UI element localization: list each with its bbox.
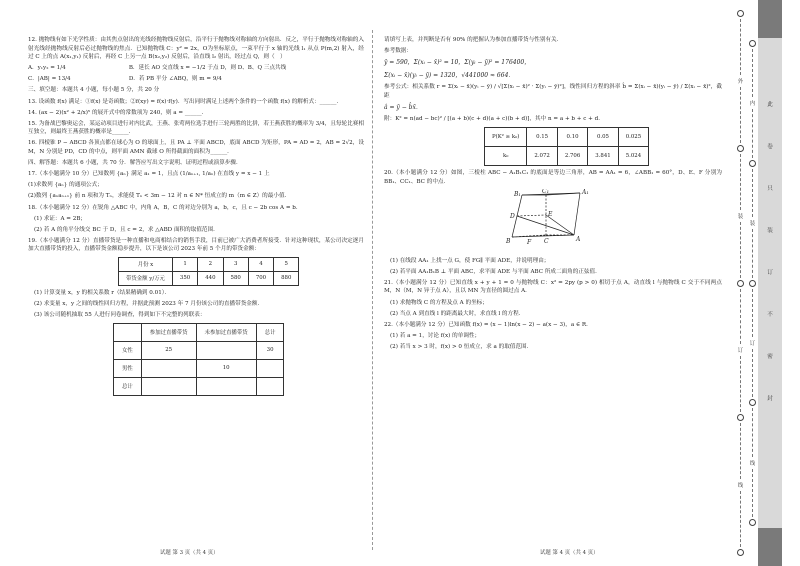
prism-figure [502,189,602,253]
question-22-part-2: (2) 若当 x > 3 时，f(x) > 0 恒成立，求 a 的取值范围． [390,343,533,350]
table-row [485,146,649,165]
seal-char: 密 [767,354,773,360]
label-b1: B₁ [514,190,521,198]
table-cell: 700 [248,271,273,285]
outer-binding-line [737,10,744,556]
question-17-part-2: (2)数列 {aₙaₙ₊₁} 前 n 项和为 Tₙ，求能使 Tₙ < 3m − 12 对 n ∈ N* 恒成立的 m（m ∈ Z）的最小值． [28,193,291,200]
seal-char: 卷 [767,144,773,150]
reference-data-line-1: ȳ = 590，Σ(xᵢ − x̄)² = 10，Σ(yᵢ − ȳ)² = 176400， [384,59,531,67]
label-a1: A₁ [582,188,589,196]
question-18: 18.（本小题满分 12 分）在锐角 △ABC 中，内角 A，B，C 的对边分别为 a，b，c，且 c − 2b cos A = b． [28,204,302,211]
reference-data-line-2: Σ(xᵢ − x̄)(yᵢ − ȳ) = 1320，√441000 ≈ 664． [384,71,515,79]
table-cell [196,377,256,395]
seal-char: 只 [767,186,773,192]
table-cell: P(K² ≥ k₀) [485,127,527,146]
binding-hole-icon [749,280,756,287]
dash-line [740,289,741,345]
option-c: C．|AB| = 13/4 [28,76,71,83]
dash-line [740,356,741,412]
dash-line [752,289,753,337]
inner-binding-line [749,40,756,526]
outer-char: 订 [737,348,744,355]
table-cell: 2.072 [527,146,557,165]
label-f: F [527,238,532,246]
table-cell: 3.841 [588,146,618,165]
table-cell: 0.05 [588,127,618,146]
dash-line [752,349,753,397]
question-19-continued: 请填写上表，并判断是否有 90% 的把握认为参加直播带货与性别有关． [384,37,563,43]
dash-line [740,87,741,143]
question-12-options-ab [28,64,364,73]
question-21-part-1: (1) 求抛物线 C 的方程及点 A 的坐标； [390,299,488,306]
option-d: D．若 PB 平分 ∠ABQ，则 m = 9/4 [128,76,222,83]
table-row [114,323,284,341]
table-cell [114,323,142,341]
question-12-options-cd [28,75,364,84]
label-c: C [544,237,549,245]
question-17-part-1: (1)求数列 {aₙ} 的通项公式； [28,182,103,189]
question-17: 17.（本小题满分 10 分）已知数列 {aₙ} 满足 a₁ = 1，且点 (1/aₙ₊₁, 1/aₙ) 在直线 y = x − 1 上 [28,171,270,178]
binding-hole-icon [749,160,756,167]
table-cell: 30 [256,341,284,359]
table-cell: 1 [172,257,197,271]
table-cell: 350 [172,271,197,285]
table-row [114,341,284,359]
question-19-part-1: (1) 计算变量 x，y 的相关系数 r（结果精确到 0.01）． [34,289,171,296]
label-d: D [510,212,515,220]
table-cell: 880 [274,271,299,285]
seal-char: 封 [767,396,773,402]
option-a: A．y₁y₂ = 1/4 [28,65,66,72]
dash-line [752,109,753,157]
outer-char: 装 [737,213,744,220]
table-cell: 参加过直播带货 [141,323,196,341]
table-cell: 男性 [114,359,142,377]
question-14: 14. (ax − 2)(x² + 2/x)⁵ 的展开式中的常数项为 240，则 a = ______． [28,109,208,116]
seal-char: 此 [767,102,773,108]
right-page [376,0,726,566]
table-cell [256,377,284,395]
question-19: 19.（本小题满分 12 分）直播带货是一种直播和电商相结合的销售手段，目前已被广大消费者所接受．针对这种现状，某公司决定逐月加大直播带货的投入，直播带货金额稳步提升，以下是该公司 2023 年前 5 个月的带货金额： [28,237,364,253]
question-20: 20.（本小题满分 12 分）如图，三棱柱 ABC − A₁B₁C₁ 的底面是等边三角形，AB = AA₁ = 6，∠ABB₁ = 60°，D、E、F 分别为 BB₁、CC₁、BC 的中点． [384,169,722,185]
question-20-part-1: (1) 在线段 AA₁ 上找一点 G，使 FG∥ 平面 ADE，并说明理由； [390,257,550,264]
question-15: 15. 为备战巴黎奥运会，某运动项目进行对内比武，王燕、张莺两位选手进行三轮两胜的比拼，若王燕获胜的概率为 3/4，且每轮比赛相互独立，则最终王燕获胜的概率是______． [28,120,364,136]
table-cell: 总计 [256,323,284,341]
question-19-part-2: (2) 求变量 x，y 之间的线性回归方程，并据此预测 2023 年 7 月份该公司的直播带货金额． [34,301,264,308]
binding-hole-icon [737,549,744,556]
table-cell [141,359,196,377]
table-cell: 女性 [114,341,142,359]
table-row [119,271,299,285]
dash-line [740,222,741,278]
binding-hole-icon [737,280,744,287]
question-16: 16. 四棱锥 P − ABCD 各顶点都在球心为 O 的球面上，且 PA ⊥ 平面 ABCD，底面 ABCD 为矩形，PA = AD = 2，AB = 2√2，设 M，N 分别是 PD，CD 的中点，则平面 AMN 截球 O 所得截面的面积为______． [28,140,364,156]
binding-hole-icon [737,145,744,152]
seal-char: 不 [767,312,773,318]
table-cell: 总计 [114,377,142,395]
dash-line [752,408,753,456]
question-18-part-1: (1) 求证：A = 2B； [34,215,87,222]
outer-char: 外 [737,78,744,85]
table-cell: 10 [196,359,256,377]
table-cell: 0.10 [557,127,587,146]
table-cell: 5 [274,257,299,271]
question-18-part-2: (2) 若 A 的角平分线交 BC 于 D，且 c = 2，求 △ABD 面积的取值范围． [34,226,219,233]
table-cell: 带货金额 y/万元 [119,271,173,285]
dash-line [752,229,753,277]
reference-intercept: â = ȳ − b̂x̄． [384,103,422,111]
table-cell [256,359,284,377]
table-row [114,377,284,395]
dash-line [740,19,741,75]
binding-hole-icon [737,10,744,17]
dash-line [740,491,741,547]
dash-line [752,469,753,517]
page-footer-right: 试题 第 4 页（共 4 页） [540,550,599,556]
question-21: 21.（本小题满分 12 分）已知直线 x + y + 1 = 0 与抛物线 C：x² = 2py (p > 0) 相切于点 A，动直线 l 与抛物线 C 交于不同两点 M，N（M，N 异于点 A），且以 MN 为直径的圆过点 A． [384,279,722,295]
question-19-part-3: (3) 该公司随机抽取 55 人进行问卷调查，得到如下不完整的列联表： [34,312,206,319]
table-row [119,257,299,271]
label-c1: C₁ [542,188,549,195]
question-22: 22.（本小题满分 12 分）已知函数 f(x) = (x − 1)ln(x − 2) − a(x − 3)，a ∈ R． [384,321,592,328]
page-divider [372,30,373,550]
table-cell [141,377,196,395]
dash-line [740,154,741,210]
table-cell [196,341,256,359]
table-cell: 440 [198,271,223,285]
table-cell: 未参加过直播带货 [196,323,256,341]
critical-value-table [484,127,649,166]
table-cell: 月份 x [119,257,173,271]
option-b: B．延长 AO 交直线 x = −1/2 于点 D，则 D、B、Q 三点共线 [128,65,287,72]
reference-formula: 参考公式：相关系数 r = Σ(xᵢ − x̄)(yᵢ − ȳ) / √[Σ(xᵢ − x̄)² · Σ(yᵢ − ȳ)²]，线性回归方程的斜率 b̂ = Σ(xᵢ − x̄)(yᵢ − ȳ) / Σ(xᵢ − x̄)²，截距 [384,84,722,99]
table-cell: 0.15 [527,127,557,146]
seal-char: 装 [767,228,773,234]
table-row [114,359,284,377]
binding-hole-icon [737,414,744,421]
table-cell: 2 [198,257,223,271]
question-21-part-2: (2) 当点 A 到直线 l 的距离最大时，求直线 l 的方程． [390,310,525,317]
question-12: 12. 抛物线有如下光学性质：由其焦点射出的光线经抛物线反射后，沿平行于抛物线对称轴的方向射出．反之，平行于抛物线对称轴的入射光线经抛物线反射后必过抛物线的焦点．已知抛物线 C：y² = 2x，O为坐标原点，一束平行于 x 轴的光线 l₁ 从点 P(m,2) 射入，经过 C 上的点 A(x₁,y₁) 反射后，再经 C 上另一点 B(x₂,y₂) 反射后，沿直线 l₂ 射出，经过点 Q，则（ ） [28,37,364,61]
seal-char: 订 [767,270,773,276]
table-cell: k₀ [485,146,527,165]
page-footer-left: 试题 第 3 页（共 4 页） [160,550,219,556]
reference-data-label: 参考数据： [384,48,412,55]
contingency-table [113,323,284,396]
binding-hole-icon [749,40,756,47]
question-20-part-2: (2) 若平面 AA₁B₁B ⊥ 平面 ABC，求平面 ADE 与平面 ABC 所成二面角的正弦值． [390,268,601,275]
inner-char: 线 [749,460,756,467]
dash-line [752,49,753,97]
binding-hole-icon [749,399,756,406]
sales-table [118,257,299,286]
inner-char: 内 [749,101,756,108]
label-e: E [548,210,553,218]
binding-hole-icon [749,519,756,526]
dash-line [752,169,753,217]
inner-char: 装 [749,221,756,228]
table-row [485,127,649,146]
seal-notice [762,100,778,402]
section-3-heading: 三、填空题：本题共 4 小题，每小题 5 分，共 20 分 [28,87,160,94]
table-cell: 5.024 [618,146,648,165]
left-page [0,0,370,566]
k-squared-formula: 附：K² = n(ad − bc)² / [(a + b)(c + d)(a + c)(b + d)]，其中 n = a + b + c + d． [384,116,604,123]
inner-char: 订 [749,340,756,347]
question-22-part-1: (1) 若 a = 1，讨论 f(x) 的单调性； [390,332,481,339]
section-4-heading: 四、解答题：本题共 6 小题，共 70 分．解答应写出文字说明、证明过程或演算步骤． [28,160,242,167]
label-b: B [506,237,511,245]
label-a: A [576,235,581,243]
dash-line [740,423,741,479]
table-cell: 3 [223,257,248,271]
table-cell: 0.025 [618,127,648,146]
table-cell: 2.706 [557,146,587,165]
binding-strip [732,0,800,566]
outer-char: 线 [737,483,744,490]
table-cell: 580 [223,271,248,285]
question-13: 13. 设函数 f(x) 满足：①f(x) 是奇函数；②f(xy) = f(x)·f(y)．写出同时满足上述两个条件的一个函数 f(x) 的解析式：______． [28,98,343,105]
table-cell: 25 [141,341,196,359]
table-cell: 4 [248,257,273,271]
